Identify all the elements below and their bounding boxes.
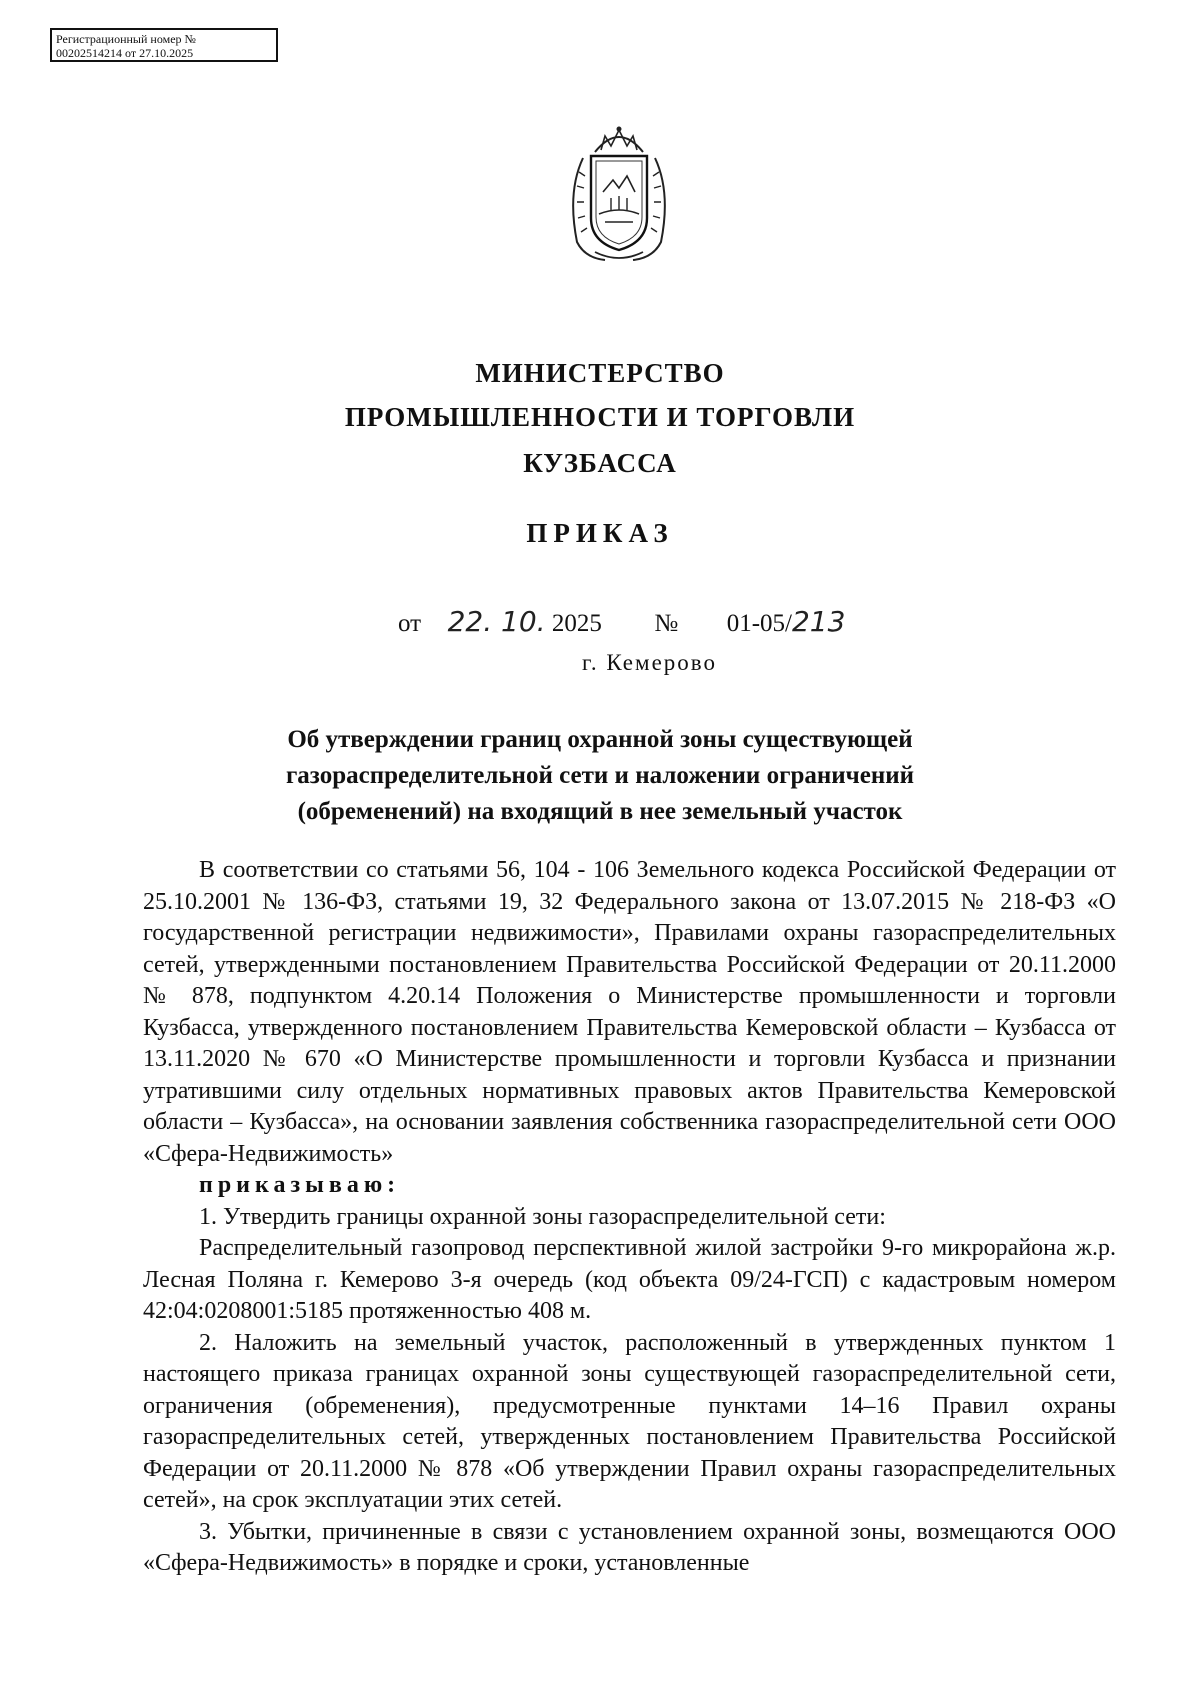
kuzbass-coat-of-arms-icon [565,122,673,264]
ministry-title-line-1: МИНИСТЕРСТВО [475,358,725,388]
order-body [143,855,1116,1580]
order-title-line-3: (обременений) на входящий в нее земельный участок [297,798,903,825]
city: г. Кемерово [582,650,717,675]
handwritten-order-number: 213 [791,605,846,638]
registration-stamp [50,28,278,62]
item-1: 1. Утвердить границы охранной зоны газораспределительной сети: [199,1203,886,1230]
item-2: 2. Наложить на земельный участок, расположенный в утвержденных пунктом 1 настоящего приказа границах охранной зоны существующей газораспределительной сети, ограничения (обременения), предусмотренные пунктами 14–16 Правил охраны газораспределительных сетей, утвержденных постановлением Правительства Российской Федерации от 20.11.2000 № 878 «Об утверждении Правил охраны газораспределительных сетей», на срок эксплуатации этих сетей. [143,1329,1116,1513]
order-word: приказываю: [199,1172,401,1198]
item-1-detail: Распределительный газопровод перспективной жилой застройки 9-го микрорайона ж.р. Лесная Поляна г. Кемерово 3-я очередь (код объекта 09/24-ГСП) с кадастровым номером 42:04:0208001:5185 протяженностью 408 м. [143,1235,1116,1324]
order-title-line-2: газораспределительной сети и наложении ограничений [285,762,915,789]
order-number-prefix: 01-05/ [726,610,792,637]
number-sign: № [654,610,679,637]
item-3: 3. Убытки, причиненные в связи с установлением охранной зоны, возмещаются ООО «Сфера-Недвижимость» в порядке и сроки, установленные [143,1518,1116,1576]
ministry-title-line-3: КУЗБАССА [523,448,677,478]
date-prefix: от [398,610,422,637]
registration-line-1: Регистрационный номер № [56,32,196,46]
order-title-line-1: Об утверждении границ охранной зоны существующей [287,726,913,753]
order-title [0,722,1200,830]
date-year: 2025 [551,610,602,637]
preamble-paragraph: В соответствии со статьями 56, 104 - 106 Земельного кодекса Российской Федерации от 25.10.2001 № 136-ФЗ, статьями 19, 32 Федерального закона от 13.07.2015 № 218-ФЗ «О государственной регистрации недвижимости», Правилами охраны газораспределительных сетей, утвержденными постановлением Правительства Российской Федерации от 20.11.2000 № 878, подпунктом 4.20.14 Положения о Министерстве промышленности и торговли Кузбасса, утвержденного постановлением Правительства Кемеровской области – Кузбасса от 13.11.2020 № 670 «О Министерстве промышленности и торговли Кузбасса и признании утратившими силу отдельных нормативных правовых актов Правительства Кемеровской области – Кузбасса», на основании заявления собственника газораспределительной сети ООО «Сфера-Недвижимость» [143,857,1116,1167]
handwritten-date: 22. 10. [447,605,546,638]
date-number-line [398,605,845,638]
ministry-title-line-2: ПРОМЫШЛЕННОСТИ И ТОРГОВЛИ [344,402,856,432]
registration-line-2: 00202514214 от 27.10.2025 [56,46,194,60]
document-type: ПРИКАЗ [526,518,674,548]
